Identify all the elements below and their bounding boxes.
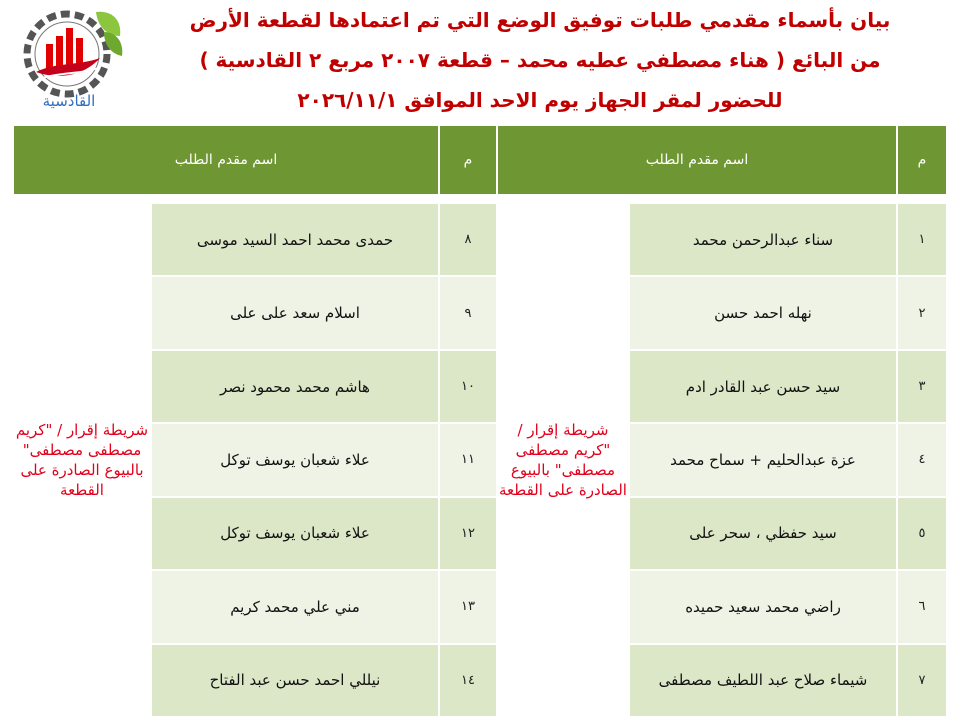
page-title-line-2: من البائع ( هناء مصطفي عطيه محمد – قطعة ٢٠٠٧ مربع ٢ القادسية ) [199, 48, 881, 72]
row-number: ٦ [897, 570, 947, 643]
row-number: ٧ [897, 644, 947, 717]
applicant-name: شيماء صلاح عبد اللطيف مصطفى [629, 644, 897, 717]
applicant-name: علاء شعبان يوسف توكل [151, 497, 439, 570]
condition-note-right: شريطة إقرار / "كريم مصطفى مصطفى" بالبيوع الصادرة على القطعة [497, 203, 629, 717]
row-number: ٨ [439, 203, 497, 276]
row-number: ٥ [897, 497, 947, 570]
applicant-name: سيد حسن عبد القادر ادم [629, 350, 897, 423]
header-number-left: م [439, 125, 497, 195]
applicant-name: هاشم محمد محمود نصر [151, 350, 439, 423]
applicant-name: مني علي محمد كريم [151, 570, 439, 643]
table-row [13, 203, 947, 276]
applicant-name: نهله احمد حسن [629, 276, 897, 349]
logo-caption: القادسية [42, 92, 96, 110]
row-number: ٣ [897, 350, 947, 423]
row-number: ١٤ [439, 644, 497, 717]
row-number: ٩ [439, 276, 497, 349]
row-number: ١٢ [439, 497, 497, 570]
applicant-name: سيد حفظي ، سحر على [629, 497, 897, 570]
row-number: ٢ [897, 276, 947, 349]
table-row [13, 497, 947, 570]
table-row [13, 350, 947, 423]
applicant-name: اسلام سعد على على [151, 276, 439, 349]
row-number: ١١ [439, 423, 497, 496]
page-title-line-1: بيان بأسماء مقدمي طلبات توفيق الوضع التي تم اعتمادها لقطعة الأرض [189, 8, 891, 32]
applicant-name: سناء عبدالرحمن محمد [629, 203, 897, 276]
applicants-table [12, 124, 948, 718]
table-row [13, 570, 947, 643]
row-number: ٤ [897, 423, 947, 496]
row-number: ١٣ [439, 570, 497, 643]
applicant-name: راضي محمد سعيد حميده [629, 570, 897, 643]
applicant-name: نيللي احمد حسن عبد الفتاح [151, 644, 439, 717]
condition-note-left: شريطة إقرار / "كريم مصطفى مصطفى" بالبيوع الصادرة على القطعة [13, 203, 151, 717]
table-row [13, 644, 947, 717]
applicant-name: علاء شعبان يوسف توكل [151, 423, 439, 496]
row-number: ١ [897, 203, 947, 276]
table-row [13, 423, 947, 496]
applicant-name: عزة عبدالحليم + سماح محمد [629, 423, 897, 496]
header-name-right: اسم مقدم الطلب [497, 125, 897, 195]
table-row [13, 276, 947, 349]
applicant-name: حمدى محمد احمد السيد موسى [151, 203, 439, 276]
row-number: ١٠ [439, 350, 497, 423]
header-number-right: م [897, 125, 947, 195]
header-name-left: اسم مقدم الطلب [13, 125, 439, 195]
page-title-line-3: للحضور لمقر الجهاز يوم الاحد الموافق ٢٠٢٦/١١/١ [297, 88, 783, 112]
